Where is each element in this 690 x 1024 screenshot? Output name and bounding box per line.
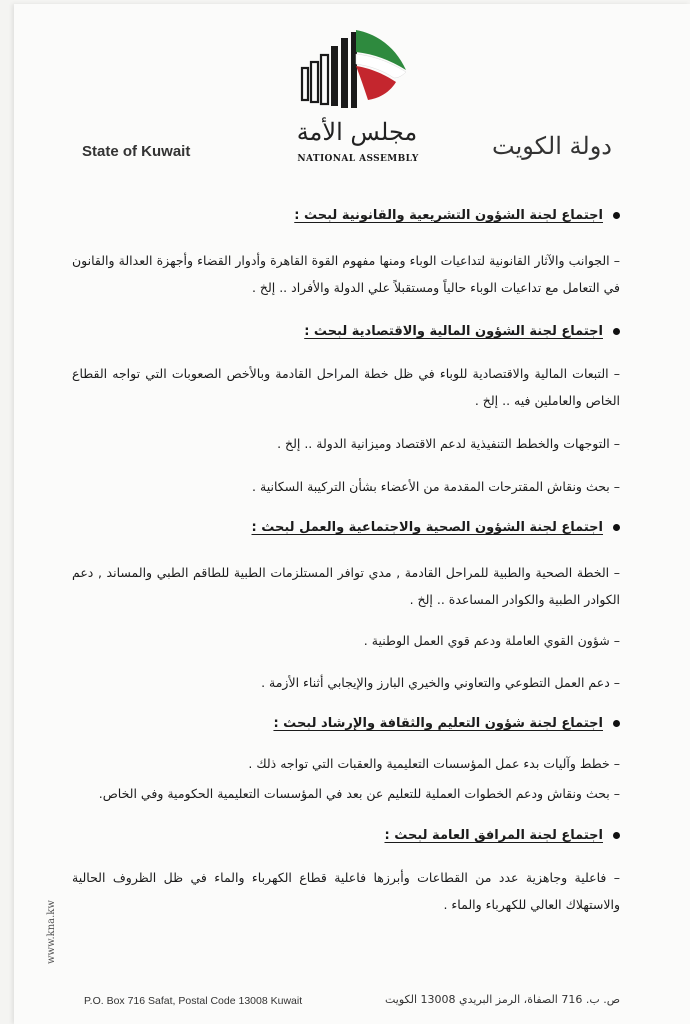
bullet-icon — [613, 524, 620, 531]
section-heading: اجتماع لجنة الشؤون الصحية والاجتماعية والعمل لبحث : — [252, 520, 620, 535]
bullet-icon — [613, 212, 620, 219]
section-item: – التوجهات والخطط التنفيذية لدعم الاقتصاد وميزانية الدولة .. إلخ . — [277, 436, 620, 451]
national-assembly-logo-icon — [298, 26, 410, 126]
footer-address-arabic: ص. ب. 716 الصفاة، الرمز البريدي 13008 الكويت — [384, 993, 620, 1006]
section-item: – بحث ونقاش ودعم الخطوات العملية للتعليم عن بعد في المؤسسات التعليمية الحكومية وفي الخاص. — [98, 786, 620, 801]
section-heading: اجتماع لجنة الشؤون التشريعية والقانونية لبحث : — [294, 208, 620, 223]
section-item: – خطط وآليات بدء عمل المؤسسات التعليمية والعقبات التي تواجه ذلك . — [248, 756, 620, 771]
state-name-arabic: دولة الكويت — [492, 132, 612, 160]
bullet-icon — [613, 832, 620, 839]
section-heading: اجتماع لجنة المرافق العامة لبحث : — [384, 828, 620, 843]
section-item: – فاعلية وجاهزية عدد من القطاعات وأبرزها فاعلية قطاع الكهرباء والماء في ظل الظروف الحالية والاستهلاك العالي للكهرباء والماء . — [72, 870, 620, 912]
section-heading: اجتماع لجنة الشؤون المالية والاقتصادية لبحث : — [304, 324, 620, 339]
logo-arabic-name: مجلس الأمة — [296, 118, 418, 146]
section-item: – شؤون القوي العاملة ودعم قوي العمل الوطنية . — [363, 633, 620, 648]
section-item: – دعم العمل التطوعي والتعاوني والخيري البارز والإيجابي أثناء الأزمة . — [261, 675, 620, 690]
state-name-english: State of Kuwait — [82, 143, 191, 160]
section-item: – بحث ونقاش المقترحات المقدمة من الأعضاء بشأن التركيبة السكانية . — [252, 479, 620, 494]
bullet-icon — [613, 720, 620, 727]
section-item: – التبعات المالية والاقتصادية للوباء في ظل خطة المراحل القادمة وبالأخص الصعوبات التي تواجه القطاع الخاص والعاملين فيه .. إلخ . — [72, 366, 620, 408]
logo-english-name: NATIONAL ASSEMBLY — [297, 154, 419, 164]
website-link[interactable]: www.kna.kw — [46, 900, 57, 964]
footer-address-english: P.O. Box 716 Safat, Postal Code 13008 Kuwait — [84, 995, 303, 1007]
section-heading: اجتماع لجنة شؤون التعليم والثقافة والإرشاد لبحث : — [273, 716, 620, 731]
letterhead-page — [14, 4, 690, 1024]
section-item: – الجوانب والآثار القانونية لتداعيات الوباء ومنها مفهوم القوة القاهرة وأدوار القضاء وأجهزة العدالة والقانون في التعامل مع تداعيات الوباء حالياً ومستقبلاً علي الدولة والأفراد .. إلخ . — [72, 253, 620, 295]
section-item: – الخطة الصحية والطبية للمراحل القادمة , مدي توافر المستلزمات الطبية للطاقم الطبي والمساند , دعم الكوادر الطبية والكوادر المساعدة .. إلخ . — [72, 565, 620, 607]
bullet-icon — [613, 328, 620, 335]
